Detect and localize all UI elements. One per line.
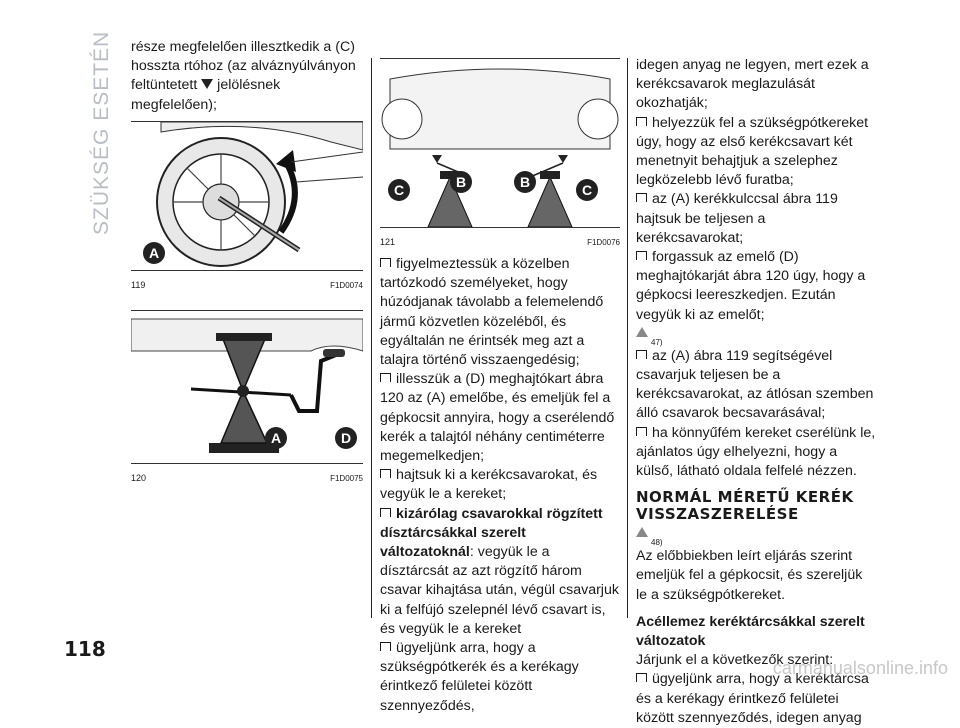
figure-119 xyxy=(131,121,363,271)
column-divider-1 xyxy=(371,58,372,618)
list-item: helyezzük fel a szükségpótkereket úgy, hogy az első kerékcsavart két menetnyit behajtjuk a szelephez legközelebb lévő furatba; xyxy=(636,114,869,189)
bullet-icon xyxy=(380,642,391,651)
jack-points-illustration xyxy=(380,59,620,227)
jack-illustration xyxy=(131,311,363,463)
bullet-icon xyxy=(380,469,391,478)
bullet-icon xyxy=(636,117,647,126)
page-number: 118 xyxy=(64,637,106,661)
warning-icon xyxy=(636,527,648,537)
callout-b-right: B xyxy=(514,171,536,193)
list-item: ügyeljünk arra, hogy a keréktárcsa és a kerékagy érintkező felületei között szennyeződés, idegen anyag xyxy=(636,671,869,726)
bullet-icon xyxy=(636,193,647,202)
callout-d: D xyxy=(335,427,357,449)
list-item: illesszük a (D) meghajtókart ábra 120 az (A) emelőbe, és emeljük fel a gépkocsit annyira, hogy a cserélendő kerék a talajtól néhány centiméterre megemelkedjen; xyxy=(380,371,615,465)
watermark: carmanualsonline.info xyxy=(772,658,948,678)
warning-icon xyxy=(636,327,648,337)
subheading: Acéllemez keréktárcsákkal szerelt változatok xyxy=(636,613,865,650)
bullet-icon xyxy=(380,373,391,382)
list-item: forgassuk az emelő (D) meghajtókarját ábra 120 úgy, hogy a gépkocsi leereszkedjen. Ezután vegyük ki az emelőt; xyxy=(636,249,866,323)
figure-120 xyxy=(131,310,363,464)
column-1 xyxy=(131,38,363,481)
bullet-icon xyxy=(380,508,391,517)
list-item: ügyeljünk arra, hogy a szükségpótkerék és a kerékagy érintkező felületei között szennyeződés, xyxy=(380,640,579,714)
column-divider-2 xyxy=(627,58,628,618)
warning-ref-2: 48) xyxy=(636,525,876,547)
list-item: hajtsuk ki a kerékcsavarokat, és vegyük le a kereket; xyxy=(380,467,598,503)
warning-ref-1: 47) xyxy=(636,325,876,347)
list-item: kizárólag csavarokkal rögzített dísztárcsákkal szerelt változatoknál: vegyük le a dísztárcsát az azt rögzítő három csavar kihajtása után, végül csavarjuk ki a felfújó szelepnél lévő csavart is, és vegyük le a kereket xyxy=(380,505,619,637)
section-title: SZÜKSÉG ESETÉN xyxy=(90,30,113,235)
bullet-icon xyxy=(636,673,647,682)
paragraph: idegen anyag ne legyen, mert ezek a kerékcsavarok meglazulását okozhatják; xyxy=(636,57,869,112)
wheel-wrench-illustration xyxy=(131,122,363,270)
list-item: ha könnyűfém kereket cserélünk le, ajánlatos úgy elhelyezni, hogy a külső, látható oldala felfelé nézzen. xyxy=(636,424,876,480)
section-heading: NORMÁL MÉRETŰ KERÉK VISSZASZERELÉSE xyxy=(636,488,854,524)
bullet-icon xyxy=(636,251,647,260)
bullet-icon xyxy=(380,258,391,267)
figure-121 xyxy=(380,58,620,228)
list-item: figyelmeztessük a közelben tartózkodó személyeket, hogy húzódjanak távolabb a felemelendő jármű közvetlen közeléből, és egyáltalán ne érintsék meg azt a talajra történő visszaengedésig; xyxy=(380,256,604,369)
column-2 xyxy=(380,38,620,716)
bullet-icon xyxy=(636,350,647,359)
paragraph: Az előbbiekben leírt eljárás szerint emeljük fel a gépkocsit, és szereljük le a szükségpótkereket. xyxy=(636,548,863,603)
figure-119-caption: 119 F1D0074 xyxy=(131,279,363,290)
intro-text: része megfelelően illesztkedik a (C) hosszta rtóhoz (az alváznyúlványon feltüntetett jelölésnek megfelelően); xyxy=(131,39,356,113)
paragraph: Járjunk el a következők szerint: xyxy=(636,652,834,669)
bullet-icon xyxy=(636,427,647,436)
jack-point-icon xyxy=(201,79,213,89)
callout-a-fig120: A xyxy=(265,427,287,449)
callout-a: A xyxy=(143,242,165,264)
callout-c-left: C xyxy=(388,179,410,201)
callout-b-left: B xyxy=(450,171,472,193)
callout-c-right: C xyxy=(576,179,598,201)
list-item: az (A) kerékkulccsal ábra 119 hajtsuk be teljesen a kerékcsavarokat; xyxy=(636,191,838,246)
column-3 xyxy=(636,56,876,728)
list-item: az (A) ábra 119 segítségével csavarjuk teljesen be a kerékcsavarokat, az átlósan szemben álló csavarok becsavarásával; xyxy=(636,347,874,422)
figure-121-caption: 121 F1D0076 xyxy=(380,237,620,247)
figure-120-caption: 120 F1D0075 xyxy=(131,472,363,483)
